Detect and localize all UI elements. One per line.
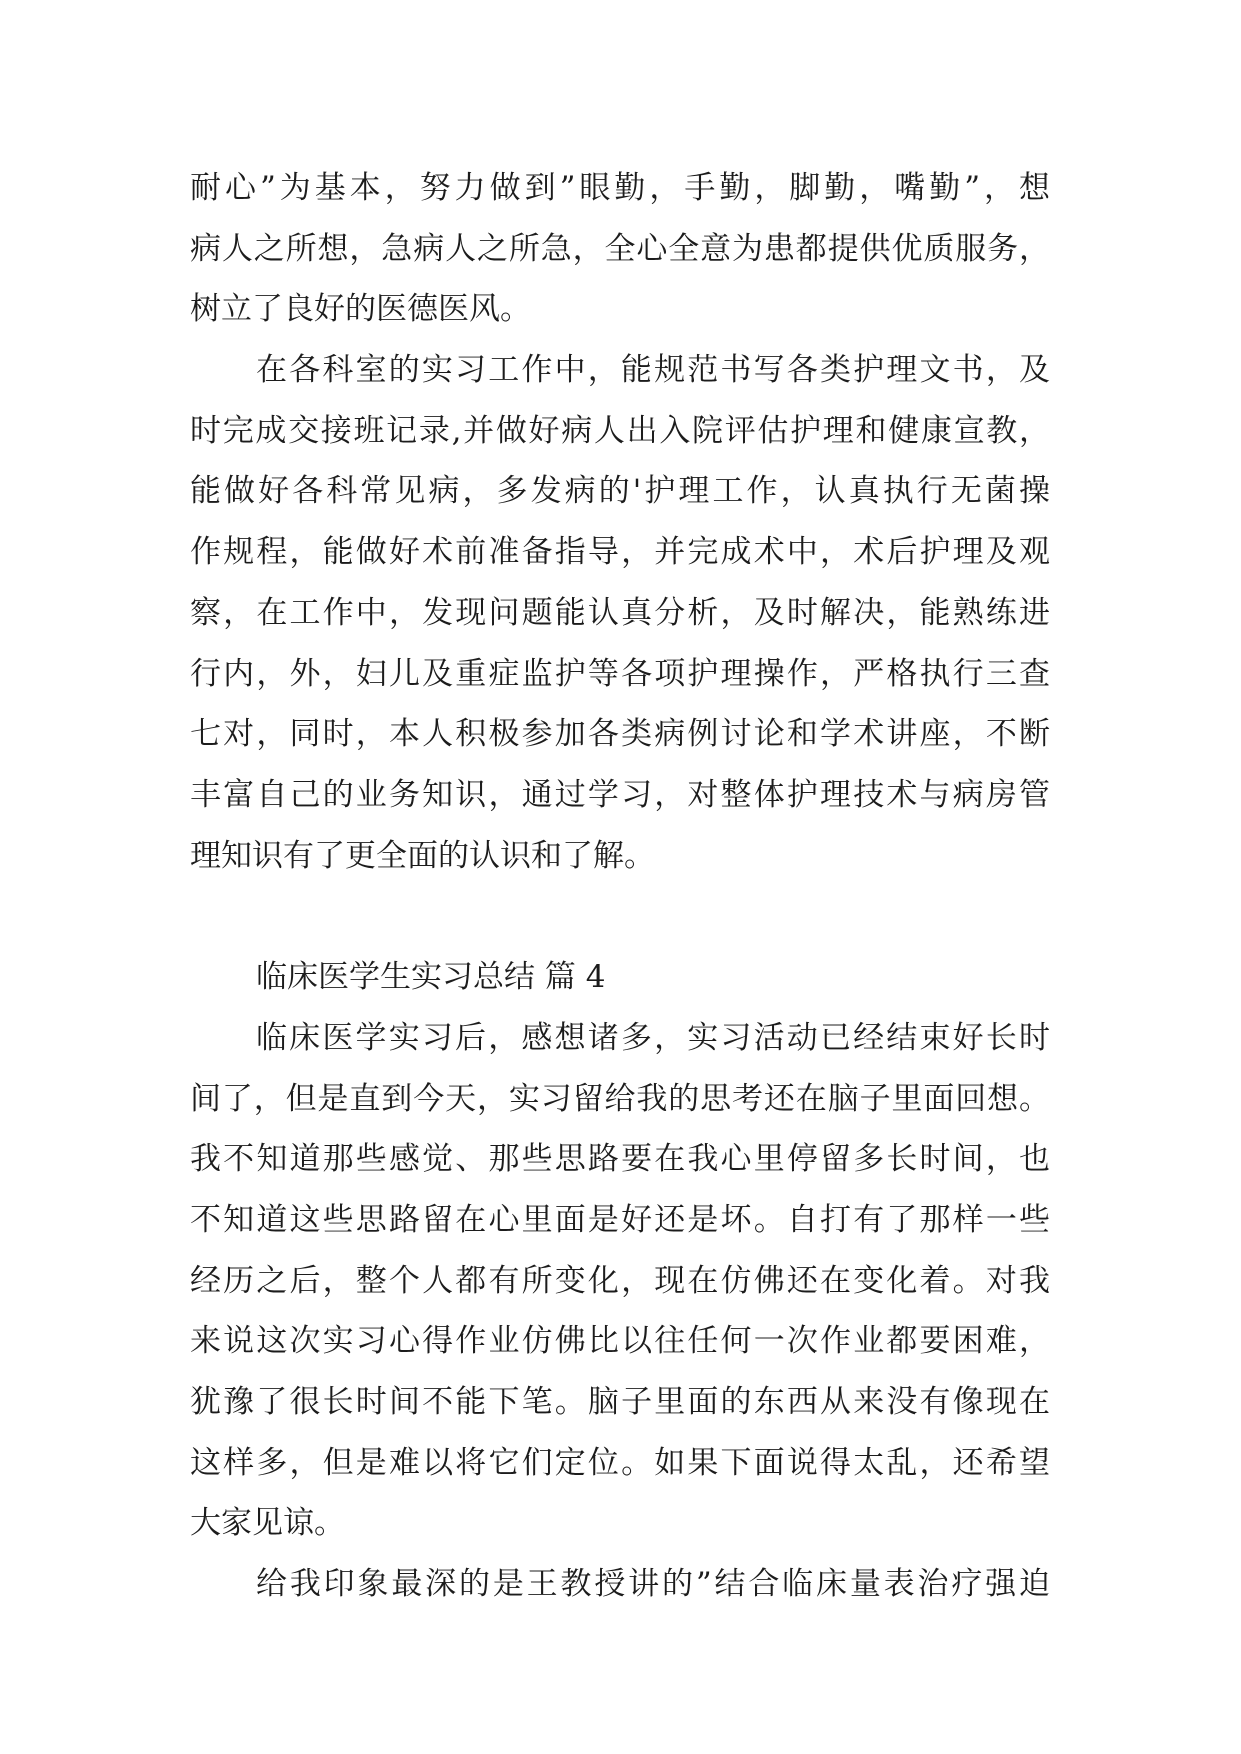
paragraph-3 xyxy=(190,1008,1050,1554)
section-spacer xyxy=(190,886,1050,947)
paragraph-4 xyxy=(190,1554,1050,1615)
text-line: 树立了良好的医德医风。 xyxy=(190,291,531,328)
text-line: 理知识有了更全面的认识和了解。 xyxy=(190,837,655,874)
text-line: 察，在工作中，发现问题能认真分析，及时解决，能熟练进 xyxy=(190,594,1050,631)
text-line: 七对，同时，本人积极参加各类病例讨论和学术讲座，不断 xyxy=(190,716,1050,753)
text-line: 能做好各科常见病，多发病的'护理工作，认真执行无菌操 xyxy=(190,473,1050,510)
paragraph-2 xyxy=(190,340,1050,886)
section-heading: 临床医学生实习总结 篇 4 xyxy=(256,959,606,996)
text-line: 这样多，但是难以将它们定位。如果下面说得太乱，还希望 xyxy=(190,1444,1050,1481)
text-line: 我不知道那些感觉、那些思路要在我心里停留多长时间，也 xyxy=(190,1141,1050,1178)
text-line: 临床医学实习后，感想诸多，实习活动已经结束好长时 xyxy=(256,1019,1050,1056)
text-line: 给我印象最深的是王教授讲的”结合临床量表治疗强迫 xyxy=(256,1566,1050,1603)
text-line: 丰富自己的业务知识，通过学习，对整体护理技术与病房管 xyxy=(190,776,1050,813)
text-line: 来说这次实习心得作业仿佛比以往任何一次作业都要困难， xyxy=(190,1323,1050,1360)
text-line: 犹豫了很长时间不能下笔。脑子里面的东西从来没有像现在 xyxy=(190,1384,1050,1421)
text-line: 不知道这些思路留在心里面是好还是坏。自打有了那样一些 xyxy=(190,1202,1050,1238)
text-line: 大家见谅。 xyxy=(190,1505,345,1542)
text-line: 病人之所想，急病人之所急，全心全意为患都提供优质服务， xyxy=(190,230,1050,267)
paragraph-1 xyxy=(190,158,1050,340)
text-line: 行内，外，妇儿及重症监护等各项护理操作，严格执行三查 xyxy=(190,655,1050,692)
text-line: 经历之后，整个人都有所变化，现在仿佛还在变化着。对我 xyxy=(190,1262,1050,1299)
text-line: 在各科室的实习工作中，能规范书写各类护理文书，及 xyxy=(256,352,1050,389)
text-line: 作规程，能做好术前准备指导，并完成术中，术后护理及观 xyxy=(190,534,1050,571)
text-line: 耐心”为基本，努力做到”眼勤，手勤，脚勤，嘴勤”，想 xyxy=(190,170,1050,206)
document-body xyxy=(190,158,1050,1615)
text-line: 时完成交接班记录,并做好病人出入院评估护理和健康宣教， xyxy=(190,412,1050,449)
text-line: 间了，但是直到今天，实习留给我的思考还在脑子里面回想。 xyxy=(190,1080,1050,1117)
